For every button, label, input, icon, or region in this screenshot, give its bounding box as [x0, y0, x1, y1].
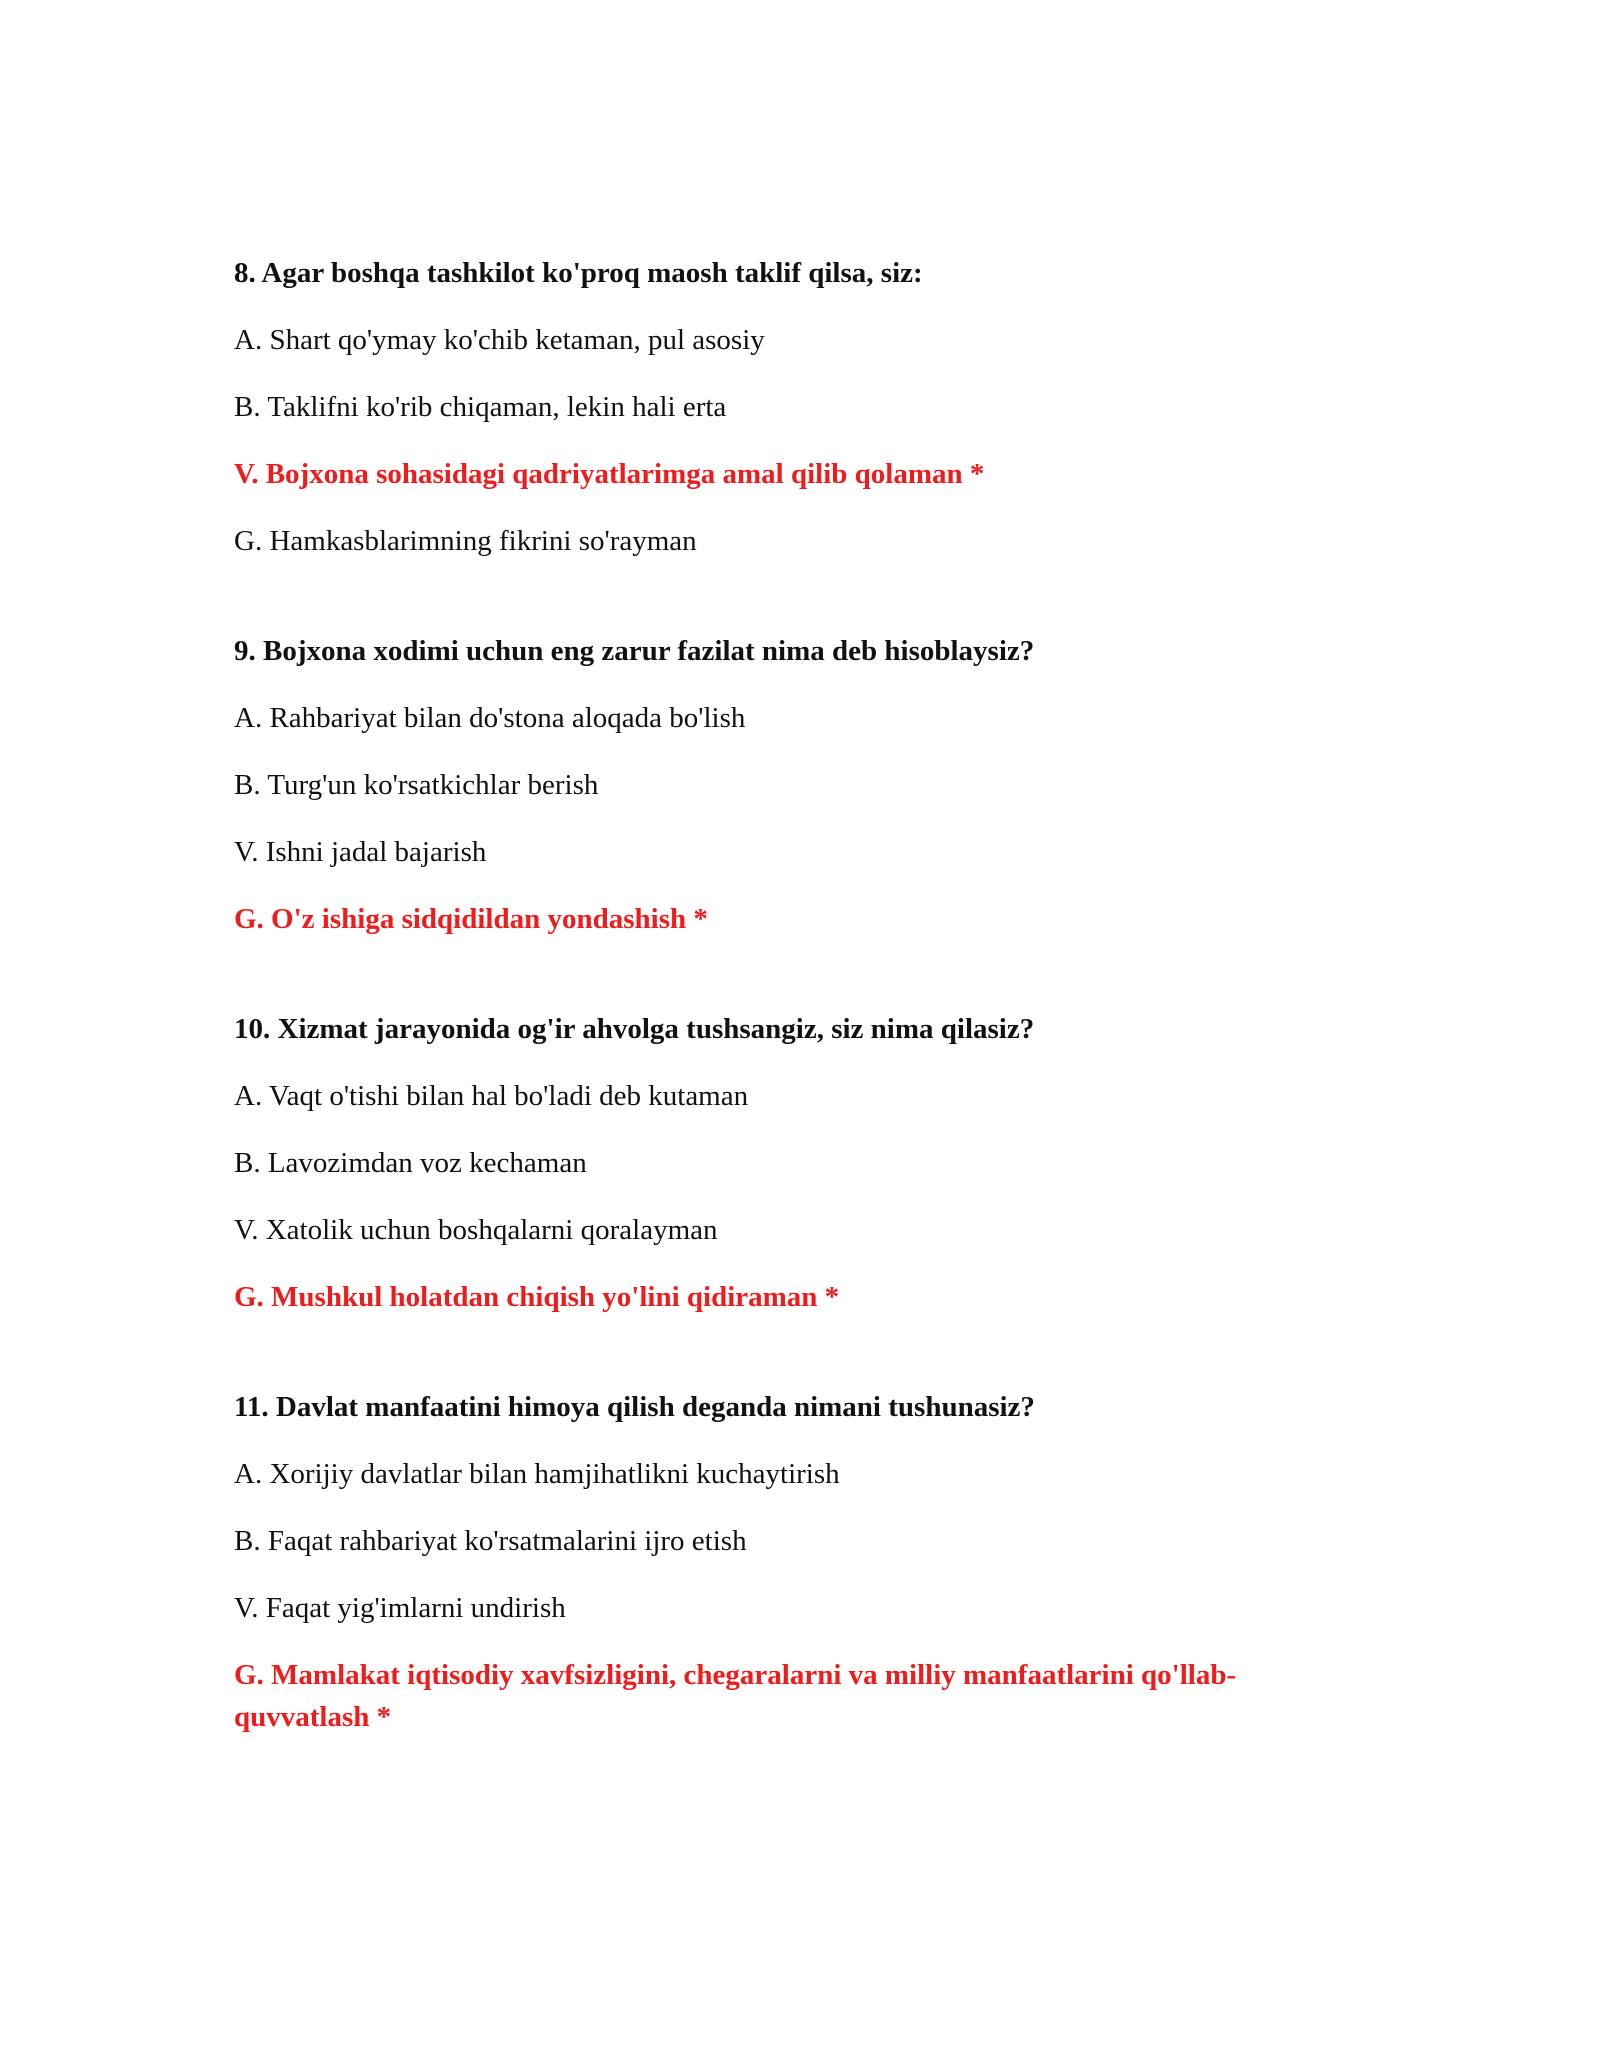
- question-title: 10. Xizmat jarayonida og'ir ahvolga tushsangiz, siz nima qilasiz?: [234, 1013, 1035, 1045]
- question-8: [234, 252, 1364, 562]
- answer-option-v-correct: V. Bojxona sohasidagi qadriyatlarimga amal qilib qolaman *: [234, 458, 985, 490]
- answer-option-a: A. Xorijiy davlatlar bilan hamjihatlikni kuchaytirish: [234, 1458, 840, 1490]
- question-title: 9. Bojxona xodimi uchun eng zarur fazilat nima deb hisoblaysiz?: [234, 635, 1035, 667]
- answer-option-b: B. Faqat rahbariyat ko'rsatmalarini ijro etish: [234, 1525, 747, 1557]
- answer-option-g: G. Hamkasblarimning fikrini so'rayman: [234, 525, 697, 557]
- answer-option-a: A. Shart qo'ymay ko'chib ketaman, pul asosiy: [234, 324, 765, 356]
- answer-option-v: V. Faqat yig'imlarni undirish: [234, 1592, 566, 1624]
- answer-option-b: B. Taklifni ko'rib chiqaman, lekin hali erta: [234, 391, 727, 423]
- answer-option-b: B. Turg'un ko'rsatkichlar berish: [234, 769, 599, 801]
- answer-option-v: V. Xatolik uchun boshqalarni qoralayman: [234, 1214, 718, 1246]
- answer-option-a: A. Rahbariyat bilan do'stona aloqada bo'lish: [234, 702, 746, 734]
- answer-option-b: B. Lavozimdan voz kechaman: [234, 1147, 587, 1179]
- answer-option-g-correct: G. Mamlakat iqtisodiy xavfsizligini, chegaralarni va milliy manfaatlarini qo'llab-quvvatlash *: [234, 1659, 1237, 1733]
- question-title: 8. Agar boshqa tashkilot ko'proq maosh taklif qilsa, siz:: [234, 257, 923, 289]
- document-content: [234, 252, 1364, 1806]
- question-11: [234, 1386, 1364, 1738]
- answer-option-a: A. Vaqt o'tishi bilan hal bo'ladi deb kutaman: [234, 1080, 749, 1112]
- question-title: 11. Davlat manfaatini himoya qilish deganda nimani tushunasiz?: [234, 1391, 1035, 1423]
- answer-option-g-correct: G. Mushkul holatdan chiqish yo'lini qidiraman *: [234, 1281, 840, 1313]
- answer-option-g-correct: G. O'z ishiga sidqidildan yondashish *: [234, 903, 708, 935]
- question-9: [234, 630, 1364, 940]
- question-10: [234, 1008, 1364, 1318]
- answer-option-v: V. Ishni jadal bajarish: [234, 836, 487, 868]
